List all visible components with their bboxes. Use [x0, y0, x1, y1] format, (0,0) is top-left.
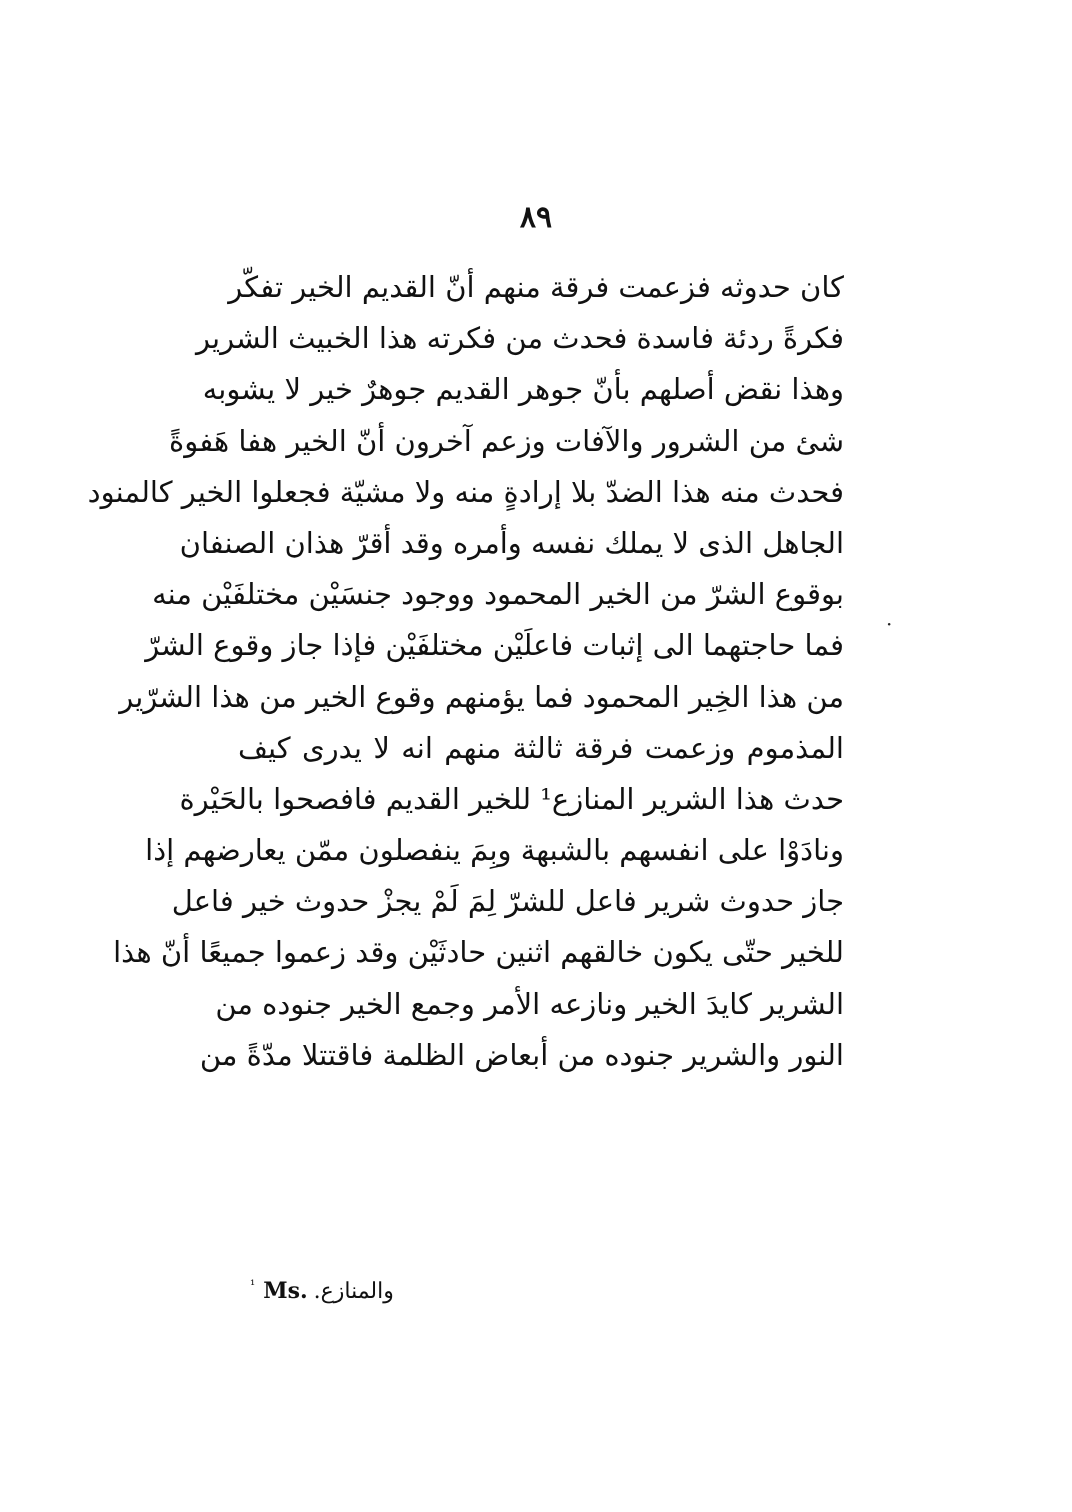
- text-line-12: ونادَوْا على انفسهم بالشبهة وبِمَ ينفصلون ممّن يعارضهم إذا: [145, 833, 844, 868]
- footnote: [250, 1278, 550, 1304]
- text-line-16: النور والشرير جنوده من أبعاض الظلمة فاقتتلا مدّةً من: [199, 1037, 844, 1072]
- text-line-7: بوقوع الشرّ من الخير المحمود ووجود جنسَيْن مختلفَيْن منه: [152, 577, 844, 612]
- page-number: ٨٩: [519, 200, 553, 235]
- footnote-marker: ¹: [250, 1278, 256, 1293]
- text-line-10: المذموم وزعمت فرقة ثالثة منهم انه لا يدرى كيف: [238, 730, 844, 765]
- footnote-reading: والمنازع.: [313, 1279, 394, 1304]
- text-line-11: حدث هذا الشرير المنازع¹ للخير القديم فافصحوا بالحَيْرة: [179, 781, 844, 816]
- text-line-5: فحدث منه هذا الضدّ بلا إرادةٍ منه ولا مشيّة فجعلوا الخير كالمنود: [87, 474, 844, 509]
- text-line-8: فما حاجتهما الى إثبات فاعلَيْن مختلفَيْن فإذا جاز وقوع الشرّ: [145, 628, 844, 663]
- text-line-2: فكرةً ردئة فاسدة فحدث من فكرته هذا الخبيث الشرير: [196, 321, 844, 356]
- text-line-3: وهذا نقض أصلهم بأنّ جوهر القديم جوهرٌ خير لا يشوبه: [202, 372, 844, 407]
- text-line-13: جاز حدوث شرير فاعل للشرّ لِمَ لَمْ يجزْ حدوث خير فاعل: [171, 884, 844, 919]
- main-text: [87, 262, 844, 1081]
- footnote-ms-label: Ms.: [263, 1278, 308, 1304]
- text-line-1: كان حدوثه فزعمت فرقة منهم أنّ القديم الخير تفكّر: [228, 270, 844, 304]
- text-line-9: من هذا الخِير المحمود فما يؤمنهم وقوع الخير من هذا الشرّير: [119, 679, 844, 714]
- text-line-4: شئ من الشرور والآفات وزعم آخرون أنّ الخير هفا هَفوةً: [169, 423, 844, 458]
- text-line-15: الشرير كايدَ الخير ونازعه الأمر وجمع الخير جنوده من: [215, 986, 844, 1021]
- text-line-14: للخير حتّى يكون خالقهم اثنين حادثَيْن وقد زعموا جميعًا أنّ هذا: [113, 935, 844, 970]
- text-line-6: الجاهل الذى لا يملك نفسه وأمره وقد أقرّ هذان الصنفان: [179, 525, 844, 560]
- margin-dot: ·: [886, 612, 893, 636]
